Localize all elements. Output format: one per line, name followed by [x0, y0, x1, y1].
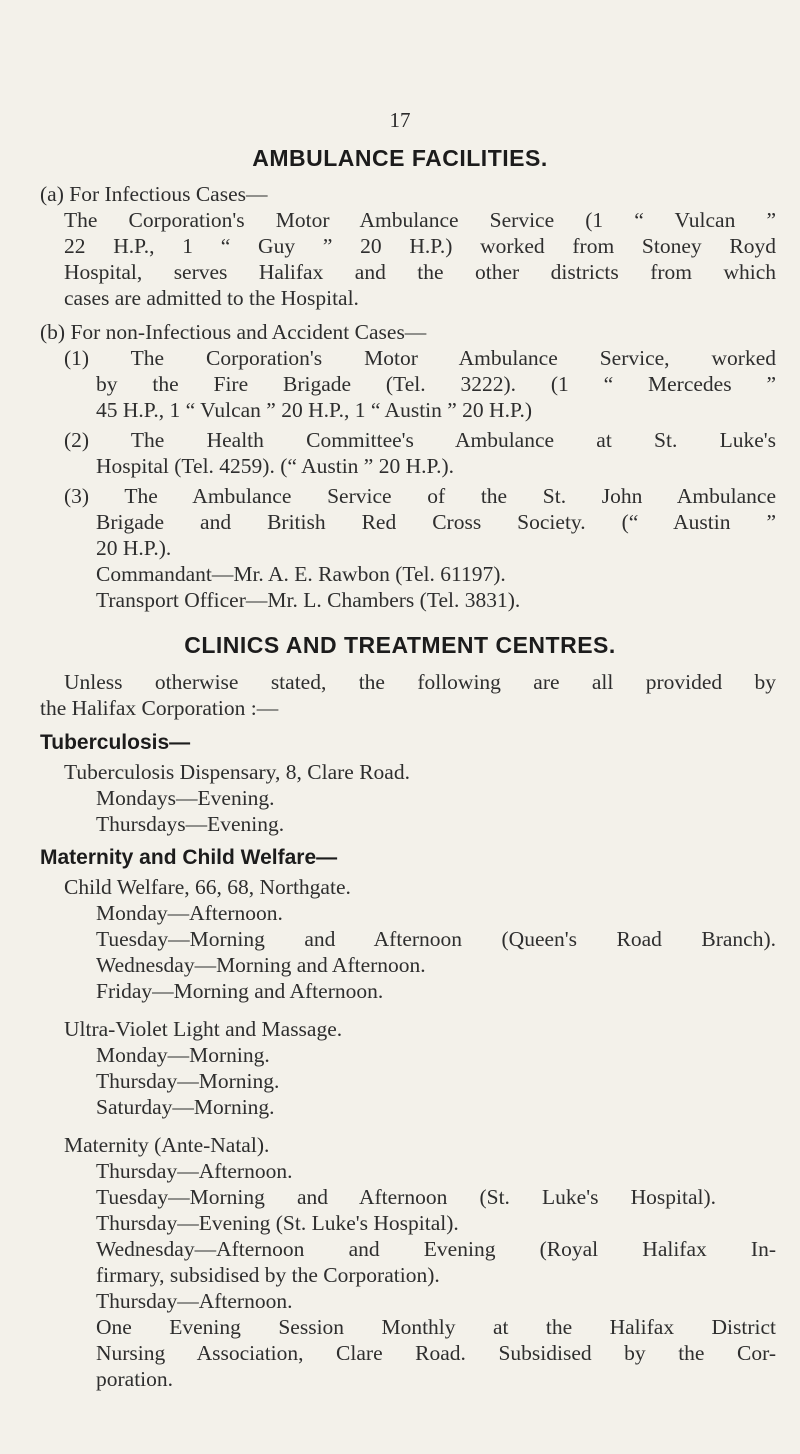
- section-b2-line: Hospital (Tel. 4259). (“ Austin ” 20 H.P.).: [96, 454, 454, 478]
- section-b1-line: by the Fire Brigade (Tel. 3222). (1 “ Mercedes ”: [96, 372, 776, 396]
- maternity-line: firmary, subsidised by the Corporation).: [96, 1263, 440, 1287]
- commandant-line: Commandant—Mr. A. E. Rawbon (Tel. 61197).: [96, 562, 506, 586]
- clinics-intro-line: the Halifax Corporation :—: [40, 696, 279, 720]
- section-b3-line: Brigade and British Red Cross Society. (“ Austin ”: [96, 510, 776, 534]
- child-welfare-line: Child Welfare, 66, 68, Northgate.: [64, 875, 351, 899]
- section-a-line: Hospital, serves Halifax and the other districts from which: [64, 260, 776, 284]
- section-b-heading: (b) For non-Infectious and Accident Cases—: [40, 320, 427, 344]
- maternity-line: Thursday—Evening (St. Luke's Hospital).: [96, 1211, 459, 1235]
- maternity-line: Nursing Association, Clare Road. Subsidised by the Cor-: [96, 1341, 776, 1365]
- tuberculosis-line: Tuberculosis Dispensary, 8, Clare Road.: [64, 760, 410, 784]
- tuberculosis-line: Thursdays—Evening.: [96, 812, 285, 836]
- ultra-violet-line: Saturday—Morning.: [96, 1095, 275, 1119]
- section-a-line: 22 H.P., 1 “ Guy ” 20 H.P.) worked from Stoney Royd: [64, 234, 776, 258]
- section-a-line: cases are admitted to the Hospital.: [64, 286, 359, 310]
- maternity-line: Maternity (Ante-Natal).: [64, 1133, 270, 1157]
- clinics-heading: CLINICS AND TREATMENT CENTRES.: [184, 632, 616, 658]
- ultra-violet-line: Ultra-Violet Light and Massage.: [64, 1017, 343, 1041]
- child-welfare-line: Wednesday—Morning and Afternoon.: [96, 953, 426, 977]
- tuberculosis-heading: Tuberculosis—: [40, 731, 191, 754]
- section-b3-line: (3) The Ambulance Service of the St. John Ambulance: [64, 484, 776, 508]
- maternity-line: One Evening Session Monthly at the Halifax District: [96, 1315, 776, 1339]
- ultra-violet-line: Monday—Morning.: [96, 1043, 270, 1067]
- section-a-line: The Corporation's Motor Ambulance Service (1 “ Vulcan ”: [64, 208, 776, 232]
- maternity-child-welfare-heading: Maternity and Child Welfare—: [40, 846, 338, 869]
- child-welfare-line: Tuesday—Morning and Afternoon (Queen's Road Branch).: [96, 927, 776, 951]
- section-b1-line: 45 H.P., 1 “ Vulcan ” 20 H.P., 1 “ Austin ” 20 H.P.): [96, 398, 533, 422]
- maternity-line: poration.: [96, 1367, 174, 1391]
- section-b3-line: 20 H.P.).: [96, 536, 172, 560]
- ultra-violet-line: Thursday—Morning.: [96, 1069, 280, 1093]
- maternity-line: Wednesday—Afternoon and Evening (Royal Halifax In-: [96, 1237, 776, 1261]
- child-welfare-line: Friday—Morning and Afternoon.: [96, 979, 384, 1003]
- ambulance-heading: AMBULANCE FACILITIES.: [252, 145, 548, 171]
- page-number: 17: [389, 108, 411, 132]
- tuberculosis-line: Mondays—Evening.: [96, 786, 275, 810]
- section-b1-line: (1) The Corporation's Motor Ambulance Service, worked: [64, 346, 776, 370]
- section-a-heading: (a) For Infectious Cases—: [40, 182, 268, 206]
- maternity-line: Thursday—Afternoon.: [96, 1289, 293, 1313]
- maternity-line: Thursday—Afternoon.: [96, 1159, 293, 1183]
- child-welfare-line: Monday—Afternoon.: [96, 901, 283, 925]
- clinics-intro-line: Unless otherwise stated, the following are all provided by: [64, 670, 776, 694]
- maternity-line: Tuesday—Morning and Afternoon (St. Luke's Hospital).: [96, 1185, 716, 1209]
- transport-officer-line: Transport Officer—Mr. L. Chambers (Tel. 3831).: [96, 588, 521, 612]
- section-b2-line: (2) The Health Committee's Ambulance at St. Luke's: [64, 428, 776, 452]
